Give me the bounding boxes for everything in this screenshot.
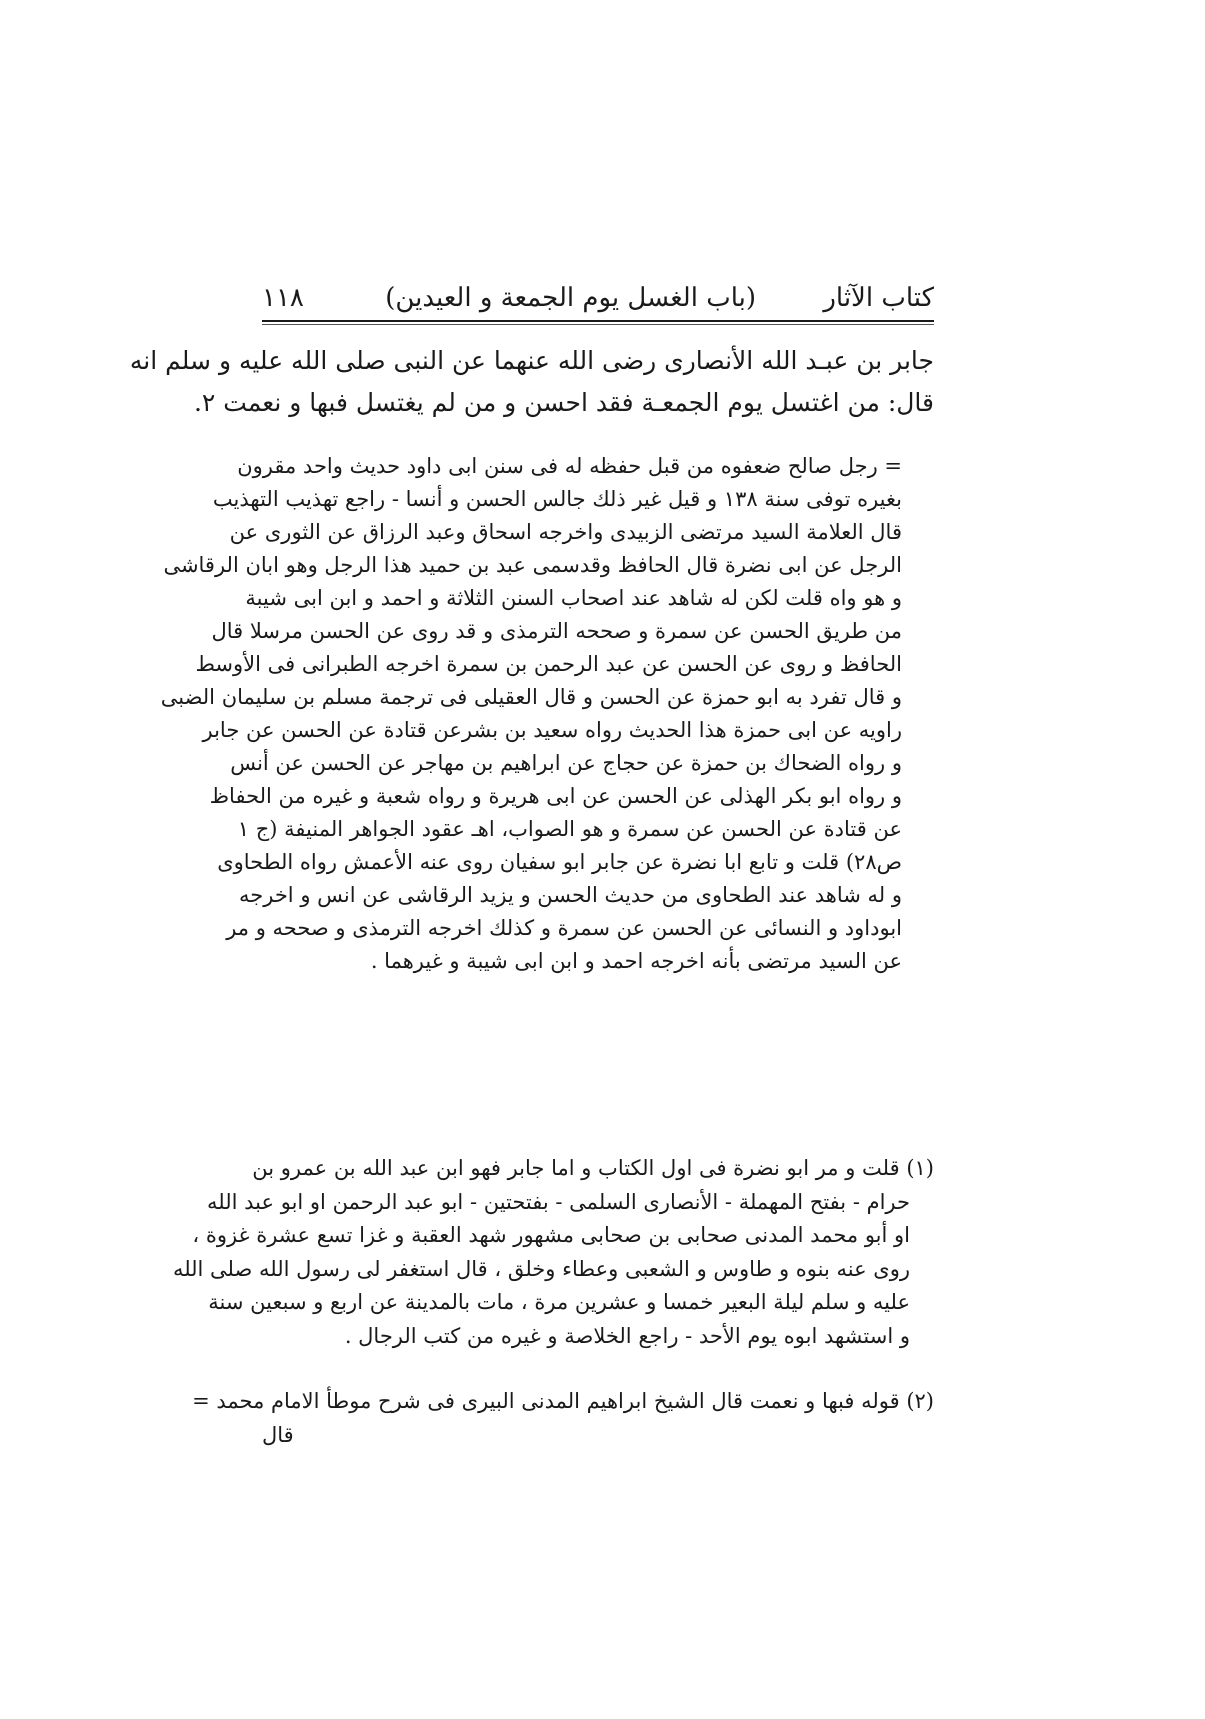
catchword: قال — [262, 1423, 294, 1447]
text-line: عن السيد مرتضى بأنه اخرجه احمد و ابن ابى شيبة و غيرهما . — [370, 949, 902, 973]
text-line: و له شاهد عند الطحاوى من حديث الحسن و يزيد الرقاشى عن انس و اخرجه — [239, 883, 902, 907]
text-line: و رواه الضحاك بن حمزة عن حجاج عن ابراهيم بن مهاجر عن الحسن عن أنس — [230, 751, 902, 775]
page-number: ١١٨ — [262, 283, 304, 313]
text-line: (٢) قوله فبها و نعمت قال الشيخ ابراهيم المدنى البيرى فى شرح موطأ الامام محمد = — [192, 1389, 934, 1413]
text-line: او أبو محمد المدنى صحابى بن صحابى مشهور شهد العقبة و غزا تسع عشرة غزوة ، — [192, 1223, 910, 1247]
text-line: و هو واه قلت لكن له شاهد عند اصحاب السنن الثلاثة و احمد و ابن ابى شيبة — [245, 586, 902, 610]
text-line: الرجل عن ابى نضرة قال الحافظ وقدسمى عبد بن حميد هذا الرجل وهو ابان الرقاشى — [163, 553, 902, 577]
text-line: من طريق الحسن عن سمرة و صححه الترمذى و قد روى عن الحسن مرسلا قال — [211, 619, 902, 643]
text-line: و استشهد ابوه يوم الأحد - راجع الخلاصة و غيره من كتب الرجال . — [344, 1323, 910, 1348]
text-line: و رواه ابو بكر الهذلى عن الحسن عن ابى هريرة و رواه شعبة و غيره من الحفاظ — [209, 784, 902, 808]
book-title: كتاب الآثار — [823, 283, 934, 313]
commentary-continued — [160, 450, 902, 978]
text-line: جابر بن عبـد الله الأنصارى رضى الله عنهما عن النبى صلى الله عليه و سلم انه — [129, 346, 934, 375]
header-divider-thin — [262, 324, 934, 325]
text-line: = رجل صالح ضعفوه من قبل حفظه له فى سنن ابى داود حديث واحد مقرون — [237, 454, 902, 478]
text-line: الحافظ و روى عن الحسن عن عبد الرحمن بن سمرة اخرجه الطبرانى فى الأوسط — [195, 652, 902, 676]
footnote-2 — [192, 1384, 934, 1452]
text-line: حرام - بفتح المهملة - الأنصارى السلمى - بفتحتين - ابو عبد الرحمن او ابو عبد الله — [207, 1189, 910, 1214]
text-line: عليه و سلم ليلة البعير خمسا و عشرين مرة ، مات بالمدينة عن اربع و سبعين سنة — [208, 1290, 910, 1314]
text-line: بغيره توفى سنة ١٣٨ و قيل غير ذلك جالس الحسن و أنسا - راجع تهذيب التهذيب — [212, 487, 902, 511]
chapter-title: (باب الغسل يوم الجمعة و العيدين) — [385, 283, 756, 313]
text-line: روى عنه بنوه و طاوس و الشعبى وعطاء وخلق ، قال استغفر لى رسول الله صلى الله — [172, 1256, 910, 1281]
text-line: ابوداود و النسائى عن الحسن عن سمرة و كذلك اخرجه الترمذى و صححه و مر — [226, 916, 902, 940]
hadith-text — [129, 340, 934, 424]
text-line: عن قتادة عن الحسن عن سمرة و هو الصواب، اهـ عقود الجواهر المنيفة (ج ١ — [237, 817, 902, 841]
header-divider — [262, 320, 934, 322]
footnote-1 — [172, 1152, 934, 1353]
text-line: (١) قلت و مر ابو نضرة فى اول الكتاب و اما جابر فهو ابن عبد الله بن عمرو بن — [252, 1156, 934, 1180]
page-header — [262, 278, 934, 318]
text-line: و قال تفرد به ابو حمزة عن الحسن و قال العقيلى فى ترجمة مسلم بن سليمان الضبى — [160, 685, 902, 709]
text-line: ص٢٨) قلت و تابع ابا نضرة عن جابر ابو سفيان روى عنه الأعمش رواه الطحاوى — [217, 850, 902, 874]
text-line: قال العلامة السيد مرتضى الزبيدى واخرجه اسحاق وعبد الرزاق عن الثورى عن — [229, 520, 902, 544]
text-line: راويه عن ابى حمزة هذا الحديث رواه سعيد بن بشرعن قتادة عن الحسن عن جابر — [202, 718, 902, 742]
text-line: قال: من اغتسل يوم الجمعـة فقد احسن و من لم يغتسل فبها و نعمت ٢. — [193, 388, 934, 417]
